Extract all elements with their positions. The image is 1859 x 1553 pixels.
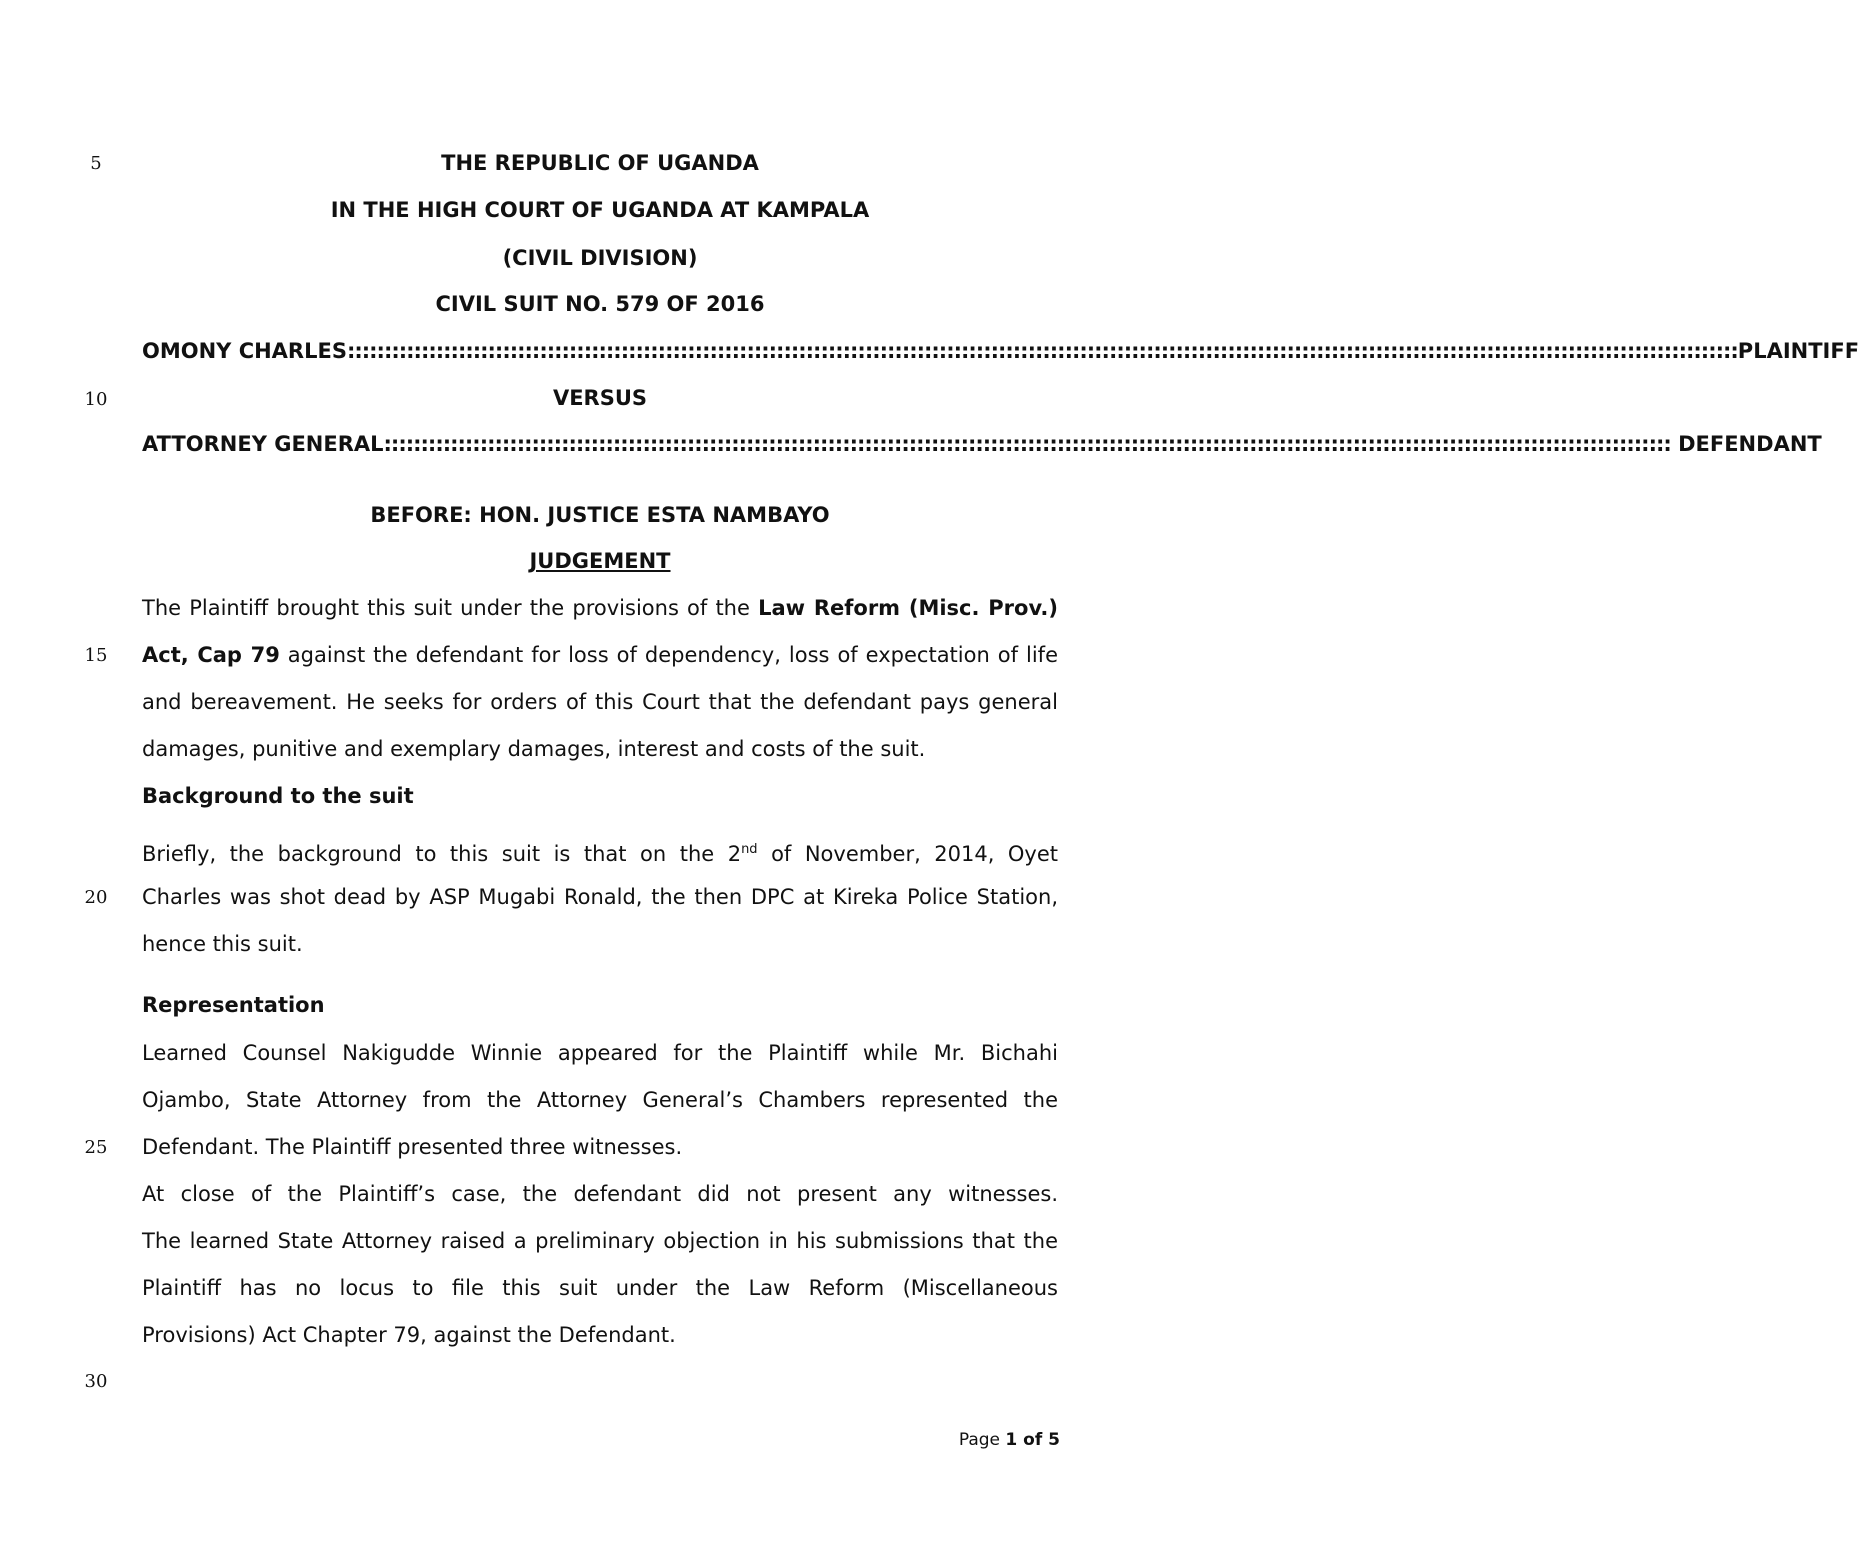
representation-line-5: The learned State Attorney raised a preliminary objection in his submissions that the: [142, 1229, 1058, 1253]
intro-line-2: [142, 640, 1058, 670]
header-court: IN THE HIGH COURT OF UGANDA AT KAMPALA: [330, 198, 870, 222]
representation-heading: Representation: [142, 993, 325, 1017]
plaintiff-line: [142, 336, 1859, 366]
intro-act-name: Law Reform (Misc. Prov.): [758, 596, 1059, 620]
intro-text-2b: against the defendant for loss of dependency, loss of expectation of life: [279, 643, 1058, 667]
representation-line-2: Ojambo, State Attorney from the Attorney General’s Chambers represented the: [142, 1088, 1058, 1112]
plaintiff-dots: ::::::::::::::::::::::::::::::::::::::::::::::::::::::::::::::::::::::::::::::::::::::::::::::::::::::::::::::::::::::::::::::::::::::::::::::::::::::::::::::::::::::::::::::::::::::::::::: [346, 339, 1738, 363]
judgement-title-wrap: [142, 546, 1058, 576]
defendant-name: ATTORNEY GENERAL: [142, 432, 384, 456]
plaintiff-role: PLAINTIFF: [1737, 339, 1859, 363]
header-republic: THE REPUBLIC OF UGANDA: [441, 151, 759, 175]
representation-line-6: Plaintiff has no locus to file this suit under the Law Reform (Miscellaneous: [142, 1276, 1058, 1300]
intro-line-4: damages, punitive and exemplary damages, interest and costs of the suit.: [142, 737, 926, 761]
background-line-3: hence this suit.: [142, 932, 303, 956]
ordinal-suffix: nd: [741, 842, 758, 857]
line-number-30: 30: [84, 1371, 108, 1392]
defendant-dots: ::::::::::::::::::::::::::::::::::::::::::::::::::::::::::::::::::::::::::::::::::::::::::::::::::::::::::::::::::::::::::::::::::::::::::::::::::::::::::::::::::::::::::::::: [383, 432, 1671, 456]
background-text-1a: Briefly, the background to this suit is that on the 2: [142, 842, 742, 866]
line-number-5: 5: [90, 153, 102, 174]
representation-line-7: Provisions) Act Chapter 79, against the Defendant.: [142, 1323, 676, 1347]
page-word: Page: [958, 1430, 1006, 1450]
representation-line-4: At close of the Plaintiff’s case, the defendant did not present any witnesses.: [142, 1182, 1058, 1206]
header-suit-no: CIVIL SUIT NO. 579 OF 2016: [435, 292, 765, 316]
intro-text-1a: The Plaintiff brought this suit under the provisions of the: [142, 596, 759, 620]
header-division: (CIVIL DIVISION): [502, 246, 698, 270]
page-total: 5: [1048, 1430, 1060, 1450]
plaintiff-name: OMONY CHARLES: [142, 339, 347, 363]
defendant-role: DEFENDANT: [1670, 432, 1822, 456]
line-number-10: 10: [84, 389, 108, 410]
line-number-15: 15: [84, 645, 108, 666]
page-number: 1: [1005, 1430, 1018, 1450]
intro-act-cap: Act, Cap 79: [142, 643, 280, 667]
intro-line-1: [142, 593, 1058, 623]
background-text-1b: of November, 2014, Oyet: [757, 842, 1059, 866]
line-number-25: 25: [84, 1137, 108, 1158]
before-judge: BEFORE: HON. JUSTICE ESTA NAMBAYO: [370, 503, 830, 527]
versus: VERSUS: [552, 386, 648, 410]
background-line-2: Charles was shot dead by ASP Mugabi Ronald, the then DPC at Kireka Police Station,: [142, 885, 1058, 909]
background-heading: Background to the suit: [142, 784, 414, 808]
intro-line-3: and bereavement. He seeks for orders of this Court that the defendant pays general: [142, 690, 1058, 714]
representation-line-3: Defendant. The Plaintiff presented three witnesses.: [142, 1135, 683, 1159]
representation-line-1: Learned Counsel Nakigudde Winnie appeared for the Plaintiff while Mr. Bichahi: [142, 1041, 1058, 1065]
defendant-line: [142, 429, 1822, 459]
page-footer: [959, 1430, 1060, 1450]
background-line-1: [142, 835, 1058, 869]
page-of: of: [1017, 1430, 1049, 1450]
line-number-20: 20: [84, 887, 108, 908]
judgement-title: JUDGEMENT: [529, 549, 671, 573]
